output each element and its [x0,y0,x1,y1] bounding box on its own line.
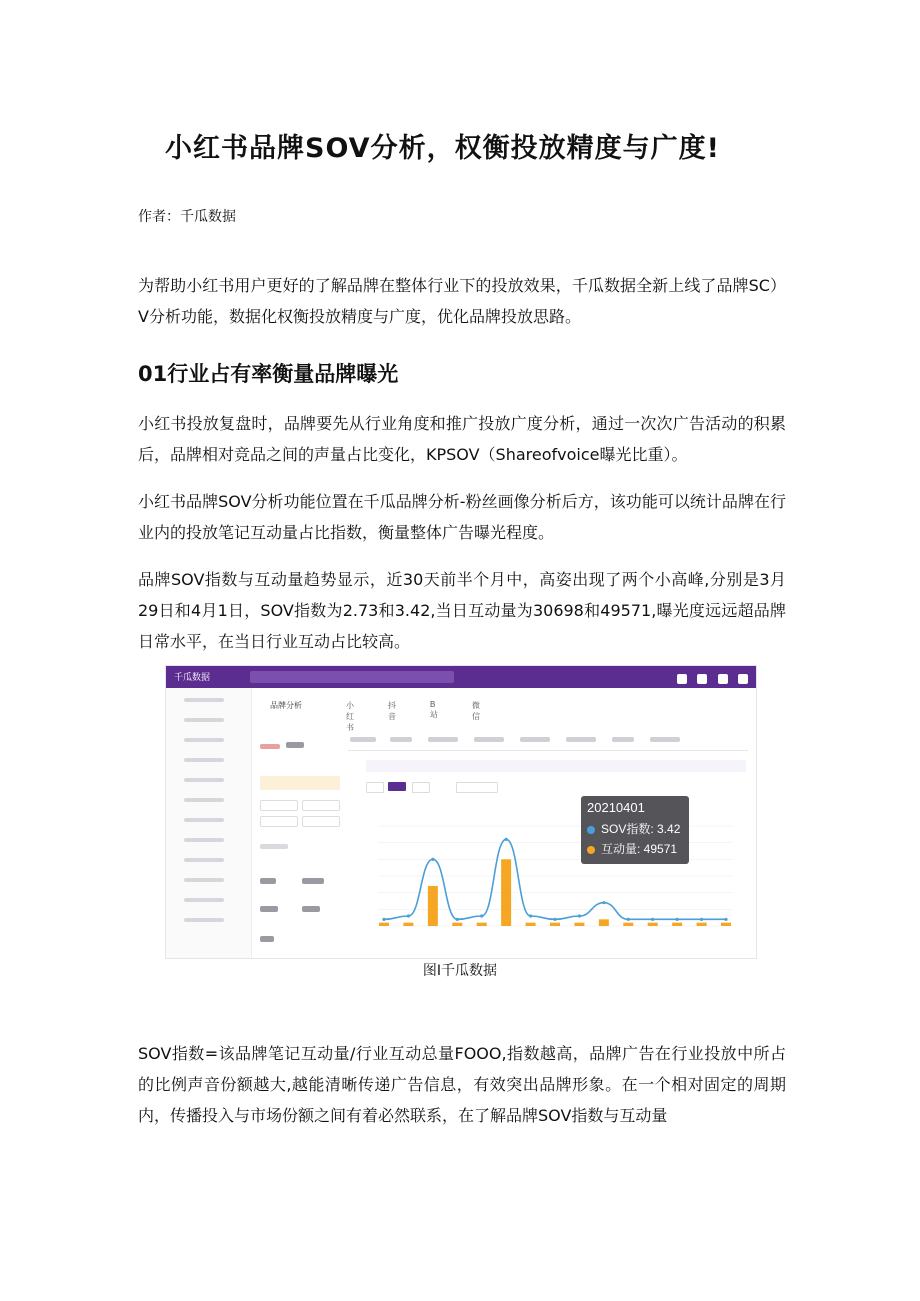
sov-point [529,914,532,917]
app-search-box [250,671,454,683]
interaction-bar [721,923,731,926]
brand-logo [260,744,280,749]
sov-point [700,918,703,921]
sov-point [676,918,679,921]
tooltip-sov-row [587,820,680,837]
sidebar-item [178,712,234,728]
sidebar-item [178,812,234,828]
panel-button [302,800,340,811]
sov-chart [366,816,746,951]
platform-tab: 微信 [472,701,480,721]
interaction-bar [574,923,584,926]
platform-tab: 小红书 [346,701,354,732]
analysis-tab [566,737,596,742]
filter-chip [366,782,384,793]
sov-legend-dot [587,826,595,834]
brand-name [286,742,304,748]
panel-title: 品牌分析 [270,701,302,710]
topbar-icons [671,671,748,689]
app-sidebar [166,688,252,958]
sov-point [602,901,605,904]
crown-icon [718,674,728,684]
intro-paragraph: 为帮助小红书用户更好的了解品牌在整体行业下的投放效果，千瓜数据全新上线了品牌SC）V分析功能，数据化权衡投放精度与广度，优化品牌投放思路。 [138,276,786,326]
interaction-bar [697,923,707,926]
stat-value [260,878,276,884]
interaction-bar [403,923,413,926]
sov-point [431,858,434,861]
sidebar-item [178,772,234,788]
interaction-bar [452,923,462,926]
sov-point [456,918,459,921]
brand-panel [254,692,346,954]
sidebar-item [178,912,234,928]
sov-point [578,914,581,917]
section-heading: 01行业占有率衡量品牌曝光 [138,362,399,386]
panel-button [302,816,340,827]
paragraph-2: 小红书品牌SOV分析功能位置在千瓜品牌分析-粉丝画像分析后方，该功能可以统计品牌在行业内的投放笔记互动量占比指数，衡量整体广告曝光程度。 [138,492,786,542]
stat-value [260,906,278,912]
tooltip-interaction-row [587,840,677,857]
stat-value [260,936,274,942]
stat-label [260,844,288,849]
interaction-legend-dot [587,846,595,854]
analysis-tabs [348,732,748,751]
platform-tab: B站 [430,700,438,719]
analysis-tab [650,737,680,742]
sov-point [480,914,483,917]
paragraph-1: 小红书投放复盘时，品牌要先从行业角度和推广投放广度分析，通过一次次广告活动的积累后，品牌相对竞品之间的声量占比变化，KPSOV（Shareofvoice曝光比重）。 [138,414,786,464]
help-icon [697,674,707,684]
article-title: 小红书品牌SOV分析，权衡投放精度与广度! [165,133,720,164]
brand-notice-bar [260,776,340,790]
analysis-tab-active [612,737,634,742]
app-logo: 千瓜数据 [174,672,211,682]
paragraph-3: 品牌SOV指数与互动量趋势显示，近30天前半个月中，高姿出现了两个小高峰,分别是3月29日和4月1日，SOV指数为2.73和3.42,当日互动量为30698和49571,曝光度远远超品牌日常水平，在当日行业互动占比较高。 [138,570,786,651]
info-notice [366,760,746,772]
sov-point [382,918,385,921]
app-topbar [166,666,756,688]
analysis-tab [390,737,412,742]
interaction-bar [477,923,487,926]
interaction-bar [526,923,536,926]
sidebar-item [178,732,234,748]
analysis-tab [474,737,504,742]
chart-tooltip [581,796,689,864]
interaction-bar [550,923,560,926]
sov-point [407,914,410,917]
date-range [456,782,498,793]
embedded-screenshot [165,665,757,959]
stat-value [302,906,320,912]
sov-point [651,918,654,921]
grid-icon [677,674,687,684]
mail-icon [738,674,748,684]
sidebar-item [178,752,234,768]
sidebar-item [178,872,234,888]
interaction-bar [599,919,609,926]
sidebar-item [178,892,234,908]
sidebar-item [178,832,234,848]
sov-point [553,918,556,921]
sidebar-item [178,852,234,868]
interaction-bar [623,923,633,926]
filter-chip-active [388,782,406,791]
stat-value [302,878,324,884]
figure-caption: 图I千瓜数据 [422,963,498,979]
interaction-bar [672,923,682,926]
closing-paragraph: SOV指数=该品牌笔记互动量/行业互动总量FOOO,指数越高，品牌广告在行业投放中所占的比例声音份额越大,越能清晰传递广告信息，有效突出品牌形象。在一个相对固定的周期内，传播投入与市场份额之间有着必然联系，在了解品牌SOV指数与互动量 [138,1044,786,1125]
analysis-tab [520,737,550,742]
filter-chip [412,782,430,793]
sov-point [724,918,727,921]
interaction-bar [428,886,438,926]
sidebar-item [178,692,234,708]
analysis-tab [350,737,376,742]
sidebar-item [178,792,234,808]
tooltip-interaction: 互动量: 49571 [601,842,678,856]
interaction-bar [648,923,658,926]
panel-button [260,800,298,811]
panel-button [260,816,298,827]
tooltip-sov: SOV指数: 3.42 [601,822,681,836]
platform-tab: 抖音 [388,701,396,721]
interaction-bar [501,859,511,926]
tooltip-date: 20210401 [587,800,645,815]
author-line: 作者：千瓜数据 [138,209,236,225]
sov-point [627,918,630,921]
interaction-bar [379,923,389,926]
analysis-tab [428,737,458,742]
sov-point [505,838,508,841]
